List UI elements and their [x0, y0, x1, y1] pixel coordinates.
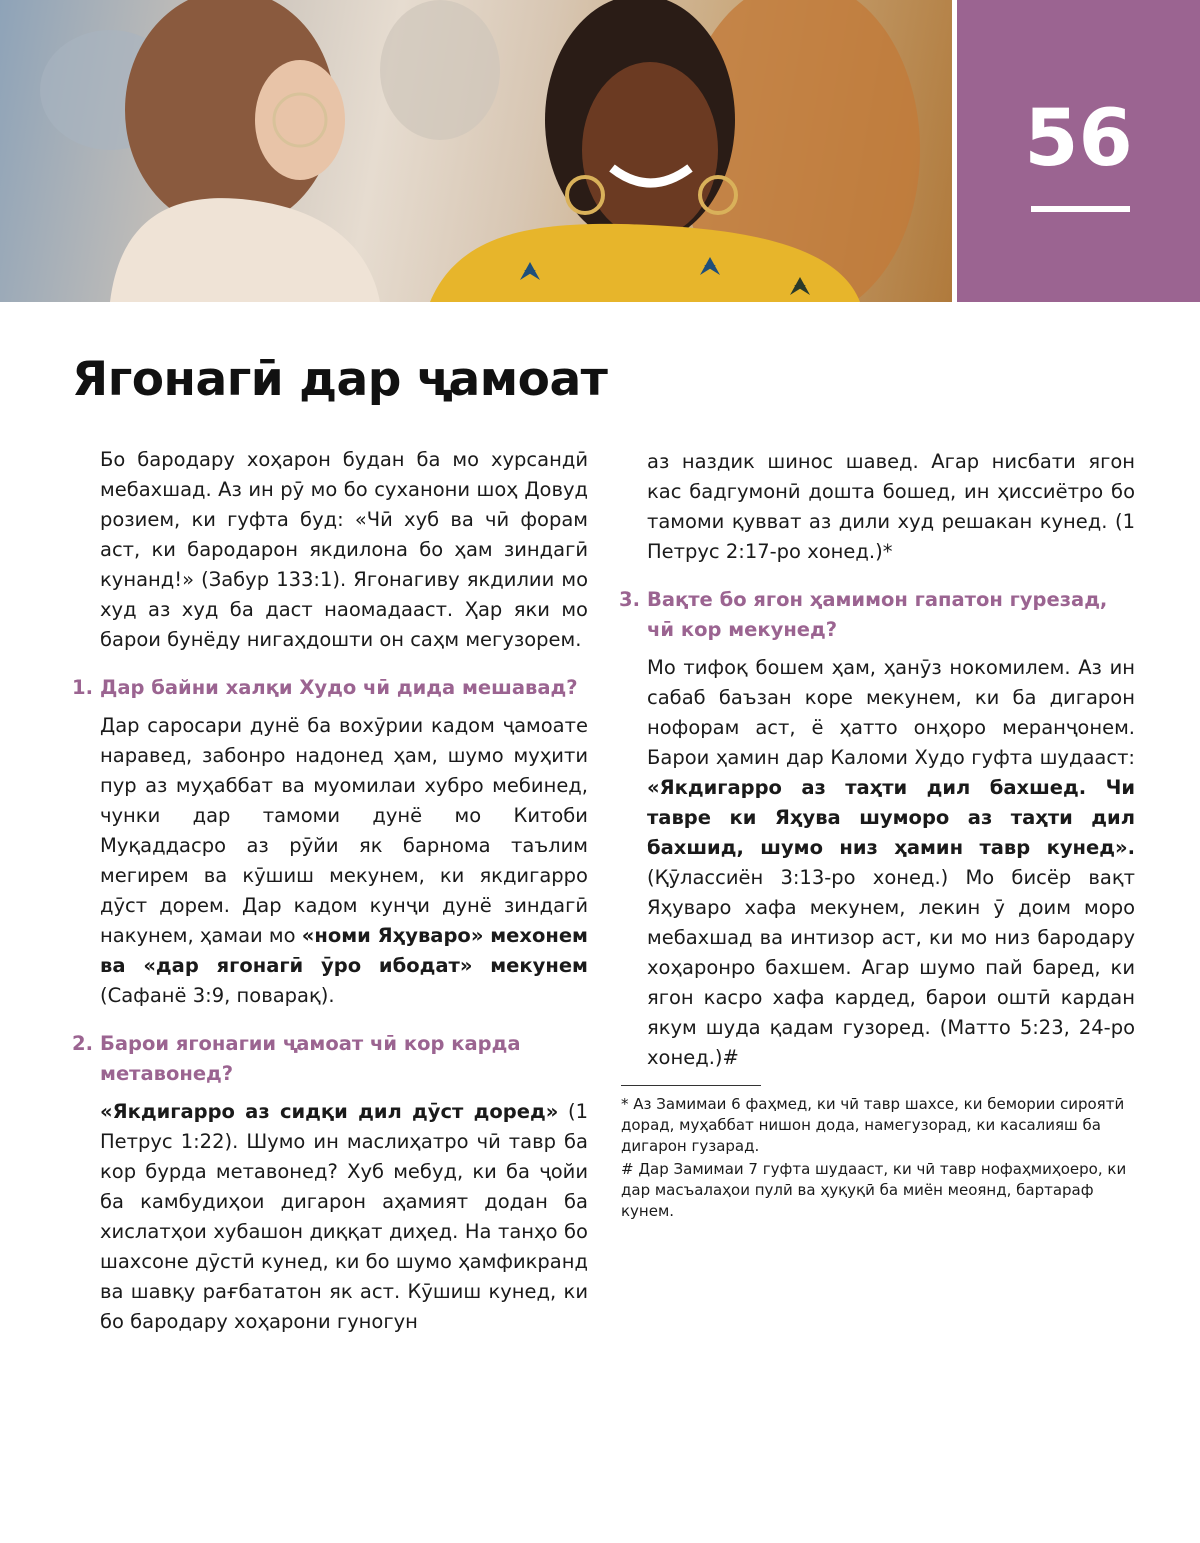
footnote-2: # Дар Замимаи 7 гуфта шудааст, ки чӣ тавр нофаҳмиҳоеро, ки дар масъалаҳои пулӣ ва ҳуқуқӣ ба миён меоянд, бартараф кунем. [621, 1160, 1127, 1220]
answer-3 [647, 653, 1135, 1073]
answer-text: Мо тифоқ бошем ҳам, ҳанӯз нокомилем. Аз ин сабаб баъзан коре мекунем, ки ба дигарон нофорам аст, ё ҳатто онҳоро меранҷонем. Барои ҳамин дар Каломи Худо гуфта шудааст: [647, 656, 1135, 769]
answer-text: (Сафанё 3:9, поварақ). [100, 984, 335, 1007]
question-3 [619, 585, 1135, 645]
question-number: 1. [72, 676, 93, 699]
question-2 [72, 1029, 588, 1089]
question-number: 2. [72, 1032, 93, 1055]
question-1 [72, 673, 588, 703]
footnote-divider [621, 1085, 761, 1086]
answer-bold: «Якдигарро аз таҳти дил бахшед. Чи тавре ки Яҳува шуморо аз таҳти дил бахшид, шумо низ ҳамин тавр кунед». [647, 776, 1135, 859]
badge-underline [1031, 206, 1130, 212]
answer-bold: «Якдигарро аз сидқи дил дӯст доред» [100, 1100, 559, 1123]
answer-text: (Қӯлассиён 3:13-ро хонед.) Мо бисёр вақт Яҳуваро хафа мекунем, лекин ӯ доим моро мебахшад ва интизор аст, ки мо низ бародару хоҳаронро бахшем. Агар шумо пай баред, ки ягон касро хафа кардед, барои оштӣ кардан якум шуда қадам гузоред. (Матто 5:23, 24-ро хонед.)# [647, 866, 1135, 1069]
answer-text: (1 Петрус 1:22). Шумо ин маслиҳатро чӣ тавр ба кор бурда метавонед? Хуб мебуд, ки ба ҷойи ба камбудиҳои дигарон аҳамият додан ба хислатҳои хубашон диққат диҳед. На танҳо бо шахсоне дӯстӣ кунед, ки бо шумо ҳамфикранд ва шавқу рағбататон як аст. Кӯшиш кунед, ки бо бародару хоҳарони гуногун [100, 1100, 588, 1333]
lesson-number: 56 [1024, 94, 1133, 184]
answer-text: Дар саросари дунё ба вохӯрии кадом ҷамоате наравед, забонро надонед ҳам, шумо муҳити пур аз муҳаббат ва муомилаи хубро мебинед, чунки дар тамоми дунё мо Китоби Муқаддасро аз рӯйи як барнома таълим мегирем ва кӯшиш мекунем, ки якдигарро дӯст дорем. Дар кадом кунҷи дунё зиндагӣ накунем, ҳамаи мо [100, 714, 588, 947]
left-column [72, 445, 588, 1337]
photo-illustration [0, 0, 952, 302]
answer-2-continued: аз наздик шинос шавед. Агар нисбати ягон кас бадгумонӣ дошта бошед, ин ҳиссиётро бо тамоми қувват аз дили худ решакан кунед. (1 Петрус 2:17-ро хонед.)* [647, 450, 1135, 563]
intro-paragraph: Бо бародару хоҳарон будан ба мо хурсандӣ мебахшад. Аз ин рӯ мо бо суханони шоҳ Довуд розием, ки гуфта буд: «Чӣ хуб ва чӣ форам аст, ки бародарон якдилона бо ҳам зиндагӣ кунанд!» (Забур 133:1). Ягонагиву якдилии мо худ аз худ ба даст наомадааст. Ҳар яки мо барои бунёду нигаҳдошти он саҳм мегузорем. [100, 448, 588, 651]
answer-bold: «номи Яҳуваро» мехонем ва «дар ягонагӣ ӯро ибодат» мекунем [100, 924, 588, 977]
question-number: 3. [619, 588, 640, 611]
right-column [619, 447, 1135, 1224]
header-photo [0, 0, 952, 302]
answer-1 [100, 711, 588, 1011]
question-text: Барои ягонагии ҷамоат чӣ кор карда метавонед? [100, 1032, 521, 1085]
page-title: Ягонагӣ дар ҷамоат [72, 352, 608, 407]
answer-2 [100, 1097, 588, 1337]
question-text: Дар байни халқи Худо чӣ дида мешавад? [100, 676, 578, 699]
question-text: Вақте бо ягон ҳамимон гапатон гурезад, чӣ кор мекунед? [647, 588, 1108, 641]
lesson-badge [957, 0, 1200, 302]
footnote-1: * Аз Замимаи 6 фаҳмед, ки чӣ тавр шахсе, ки бемории сироятӣ дорад, муҳаббат нишон дода, намегузорад, ки касалияш ба дигарон гузарад. [621, 1095, 1125, 1155]
